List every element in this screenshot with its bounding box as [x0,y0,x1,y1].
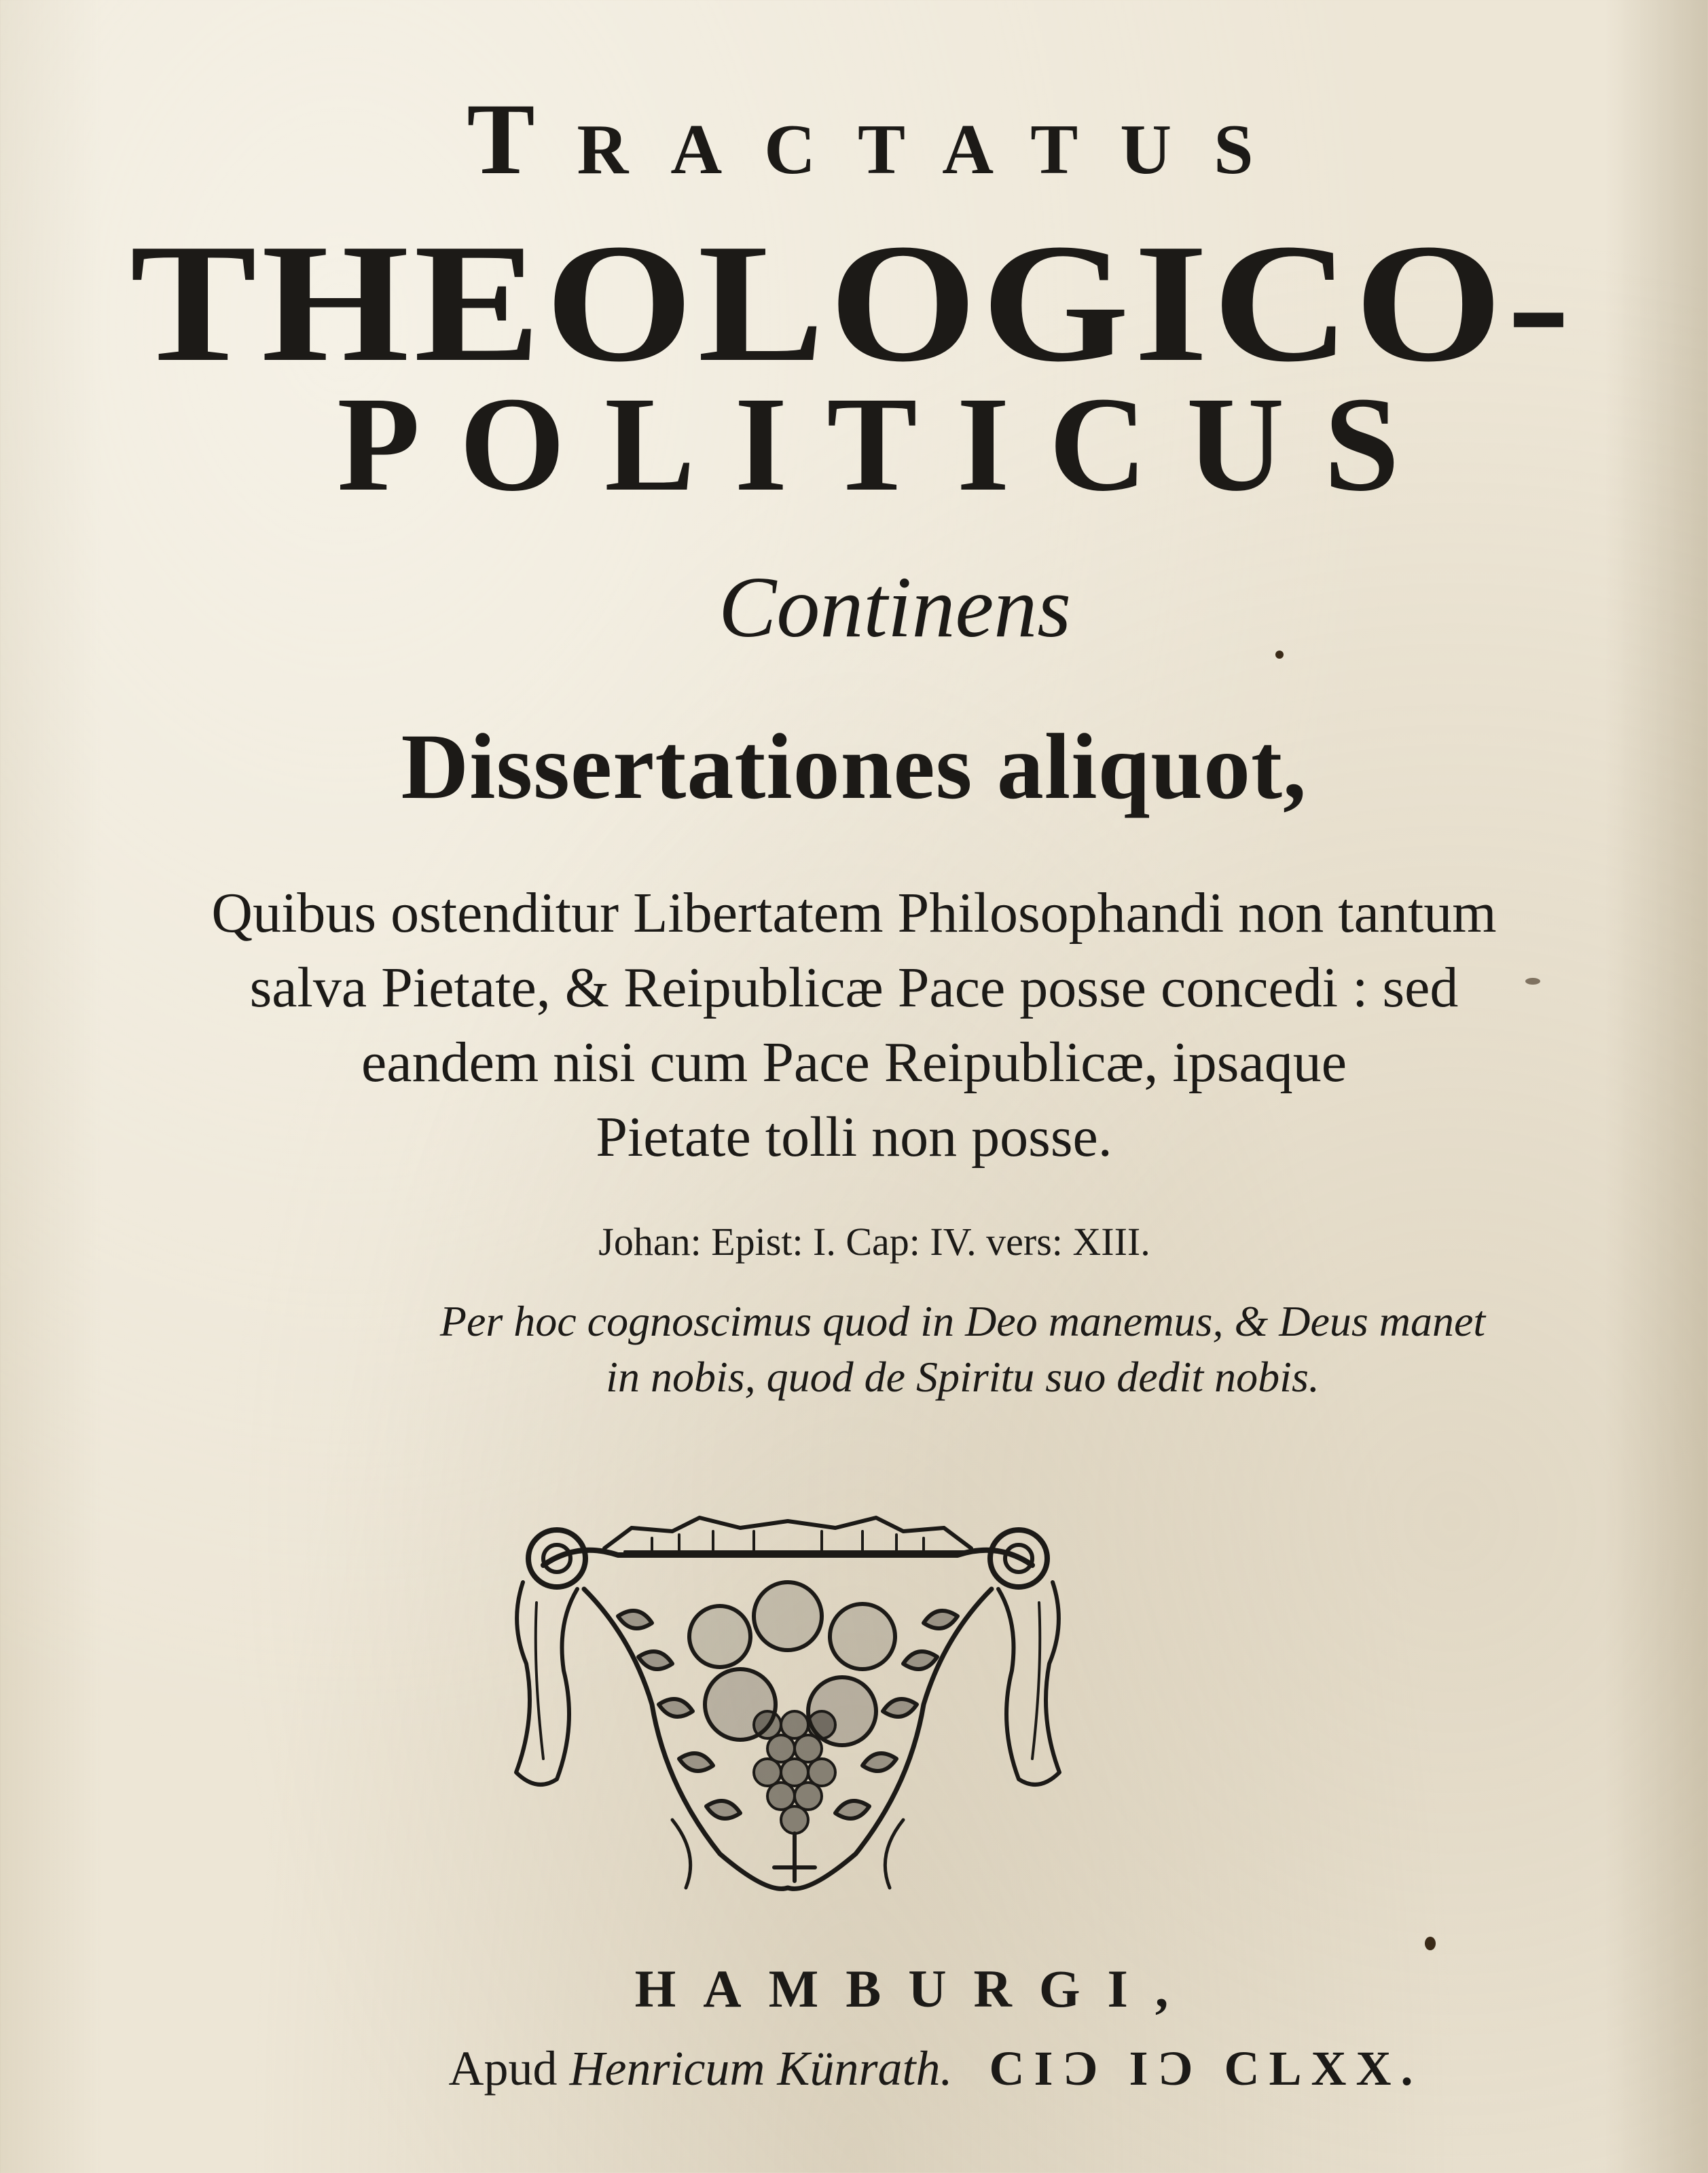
title-theologico: THEOLOGICO- [130,209,1575,397]
quote-line: Per hoc cognoscimus quod in Deo manemus, & Deus manet [439,1297,1486,1345]
description-line: eandem nisi cum Pace Reipublicæ, ipsaque [361,1031,1347,1094]
imprint-year: CIƆ IƆ CLXX. [989,2041,1423,2096]
quote-line: in nobis, quod de Spiritu suo dedit nobis. [606,1353,1320,1401]
title-politicus: POLITICUS [337,369,1439,519]
imprint [0,2041,1708,2096]
scripture-quote [0,1294,1708,1405]
ink-speck [1425,1937,1436,1950]
fruit-basket-woodcut-icon [496,1501,1080,1908]
ink-speck [1275,651,1284,659]
imprint-printer: Henricum Künrath. [569,2041,953,2096]
description-line: Quibus ostenditur Libertatem Philosophandi non tantum [211,881,1497,945]
description-line: salva Pietate, & Reipublicæ Pace posse concedi : sed [249,956,1459,1019]
subtitle-dissertationes: Dissertationes aliquot, [401,714,1307,818]
description-paragraph [0,876,1708,1175]
title-tractatus: Tractatus [467,83,1296,196]
scripture-citation: Johan: Epist: I. Cap: IV. vers: XIII. [598,1220,1150,1264]
imprint-apud: Apud [448,2041,558,2096]
ink-speck [1525,978,1540,985]
place-of-publication: HAMBURGI, [634,1959,1196,2018]
subtitle-continens: Continens [718,559,1072,655]
description-line: Pietate tolli non posse. [596,1106,1112,1169]
